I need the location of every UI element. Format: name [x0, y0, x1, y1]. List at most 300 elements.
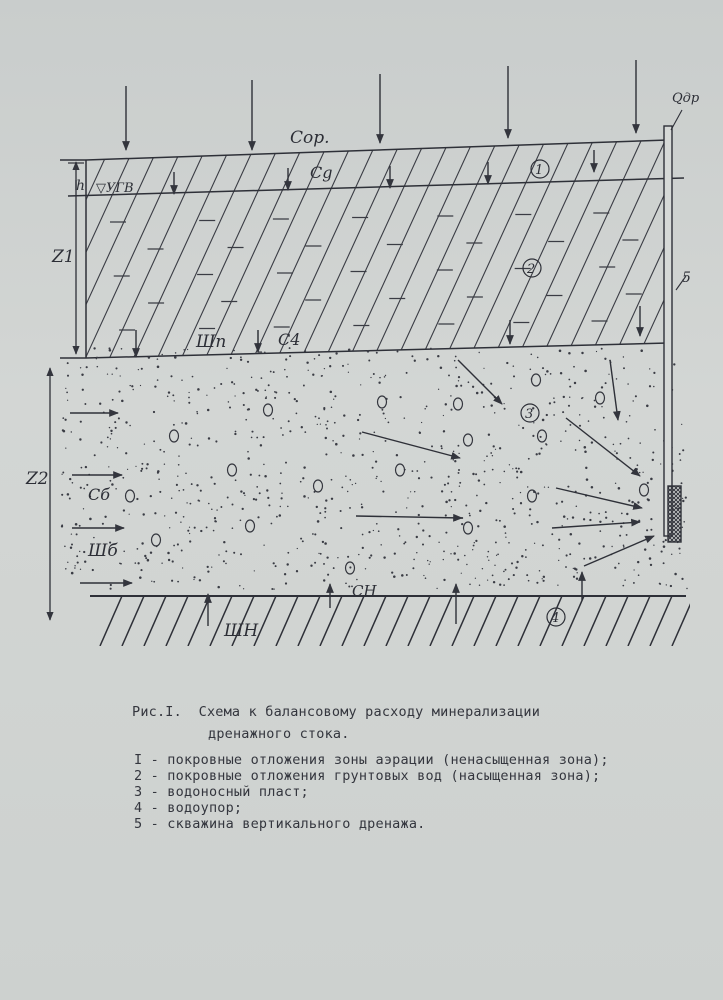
sand-dot: [123, 509, 125, 511]
sand-dot: [422, 529, 424, 531]
sand-dot: [495, 541, 497, 543]
sand-dot: [289, 355, 291, 357]
sand-dot: [450, 409, 452, 411]
sand-dot: [647, 499, 650, 502]
sand-dot: [516, 476, 518, 478]
sand-dot: [176, 484, 178, 486]
sand-dot: [257, 390, 259, 392]
sand-dot: [525, 549, 527, 551]
aquitard-hatch-line: [188, 596, 210, 646]
sand-dot: [214, 517, 216, 519]
sand-dot: [380, 544, 381, 545]
sand-dot: [215, 521, 217, 523]
sand-dot: [337, 557, 338, 558]
sand-dot: [193, 579, 194, 580]
aquitard-hatch-line: [672, 596, 694, 646]
sand-dot: [107, 446, 108, 447]
sand-dot: [459, 485, 460, 486]
sand-dot: [542, 367, 544, 369]
sand-dot: [173, 424, 175, 426]
sand-dot: [663, 562, 665, 564]
hatch-line: [560, 130, 670, 370]
sand-dot: [536, 521, 538, 523]
sand-dot: [76, 533, 78, 535]
sand-dot: [211, 566, 212, 567]
sand-dot: [358, 554, 359, 555]
sand-dot: [286, 563, 288, 565]
sand-dot: [135, 562, 137, 564]
aquitard-hatch-line: [386, 596, 408, 646]
sand-dot: [510, 388, 512, 390]
sand-dot: [207, 409, 210, 412]
sand-dot: [588, 420, 590, 422]
sand-dot: [584, 446, 587, 449]
sand-dot: [381, 409, 383, 411]
sand-dot: [623, 544, 625, 546]
sand-dot: [493, 581, 495, 583]
sand-dot: [494, 412, 495, 413]
sand-dot: [327, 574, 329, 576]
sand-dot: [665, 539, 667, 541]
sand-dot: [320, 424, 321, 425]
label-c-op: Cop.: [290, 128, 330, 148]
sand-dot: [230, 357, 232, 359]
sand-dot: [263, 436, 265, 438]
sand-dot: [200, 530, 202, 532]
label-c-4: C4: [278, 330, 301, 349]
sand-dot: [79, 525, 81, 527]
sand-dot: [225, 550, 227, 552]
sand-dot: [288, 392, 290, 394]
sand-dot: [652, 451, 654, 453]
sand-dot: [465, 504, 467, 506]
pebble: [464, 522, 473, 534]
sand-dot: [682, 498, 683, 499]
sand-dot: [680, 459, 682, 461]
sand-dot: [80, 421, 82, 423]
sand-dot: [74, 567, 76, 569]
sand-dot: [416, 470, 418, 472]
sand-dot: [69, 478, 71, 480]
sand-dot: [568, 352, 571, 355]
sand-dot: [608, 374, 609, 375]
sand-dot: [642, 472, 643, 473]
sand-dot: [109, 427, 110, 428]
aquitard-hatch-line: [298, 596, 320, 646]
sand-dot: [67, 562, 68, 563]
sand-dot: [373, 451, 374, 452]
sand-dot: [319, 512, 321, 514]
sand-dot: [110, 588, 112, 590]
sand-dot: [570, 533, 573, 536]
sand-dot: [490, 452, 492, 454]
label-z2: Z2: [26, 469, 49, 489]
sand-dot: [263, 464, 265, 466]
sand-dot: [150, 495, 152, 497]
sand-dot: [414, 491, 415, 492]
sand-dot: [419, 432, 421, 434]
soil-hatching: [0, 130, 723, 370]
sand-dot: [71, 572, 74, 575]
sand-dot: [274, 391, 276, 393]
sand-dot: [550, 373, 552, 375]
sand-dot: [359, 432, 361, 434]
sand-dot: [436, 588, 437, 589]
sand-dot: [81, 467, 83, 469]
sand-dot: [180, 521, 181, 522]
sand-dot: [515, 467, 517, 469]
sand-dot: [76, 555, 78, 557]
sand-dot: [639, 472, 640, 473]
sand-dot: [633, 582, 635, 584]
sand-dot: [279, 483, 281, 485]
hatch-line: [368, 130, 478, 370]
sand-dot: [539, 570, 541, 572]
sand-dot: [175, 352, 177, 354]
sand-dot: [472, 386, 474, 388]
sand-dot: [458, 380, 459, 381]
sand-dot: [240, 356, 242, 358]
aquitard-hatch-line: [342, 596, 364, 646]
sand-dot: [450, 553, 451, 554]
legend-item-2: 2 - покровные отложения грунтовых вод (насыщенная зона);: [134, 768, 601, 784]
sand-dot: [423, 575, 424, 576]
sand-dot: [644, 548, 646, 550]
sand-dot: [158, 479, 159, 480]
sand-dot: [469, 515, 471, 517]
sand-dot: [457, 559, 459, 561]
sand-dot: [536, 582, 538, 584]
sand-dot: [355, 483, 356, 484]
sand-dot: [569, 397, 570, 398]
sand-dot: [646, 529, 648, 531]
sand-dot: [164, 464, 165, 465]
sand-dot: [197, 413, 199, 415]
sand-dot: [329, 357, 331, 359]
sand-dot: [605, 511, 607, 513]
sand-dot: [308, 497, 309, 498]
sand-dot: [62, 472, 64, 474]
sand-dot: [129, 514, 130, 515]
sand-dot: [107, 373, 108, 374]
sand-dot: [468, 381, 470, 383]
pebble: [454, 398, 463, 410]
sand-dot: [62, 429, 64, 431]
sand-dot: [461, 573, 462, 574]
sand-dot: [137, 548, 139, 550]
sand-dot: [183, 489, 185, 491]
sand-dot: [341, 487, 343, 489]
sand-dot: [340, 527, 342, 529]
sand-dot: [563, 515, 566, 518]
sand-dot: [460, 385, 462, 387]
hatch-line: [344, 130, 454, 370]
sand-dot: [492, 455, 493, 456]
sand-dot: [367, 350, 370, 353]
sand-dot: [178, 490, 180, 492]
sand-dot: [544, 486, 545, 487]
sand-dot: [616, 452, 618, 454]
sand-dot: [591, 486, 594, 489]
sand-dot: [394, 552, 396, 554]
sand-dot: [159, 449, 161, 451]
sand-dot: [499, 584, 501, 586]
sand-dot: [621, 513, 623, 515]
sand-dot: [174, 400, 175, 401]
sand-dot: [485, 502, 487, 504]
sand-dot: [111, 433, 113, 435]
sand-dot: [619, 535, 621, 537]
sand-dot: [464, 555, 466, 557]
sand-dot: [679, 553, 680, 554]
sand-dot: [574, 382, 576, 384]
sand-dot: [243, 492, 245, 494]
sand-dot: [65, 568, 67, 570]
sand-dot: [352, 454, 355, 457]
sand-dot: [406, 507, 407, 508]
sand-dot: [629, 415, 631, 417]
sand-dot: [239, 585, 240, 586]
sand-dot: [526, 574, 528, 576]
sand-dot: [312, 533, 314, 535]
sand-dot: [559, 548, 560, 549]
sand-dot: [418, 523, 420, 525]
sand-dot: [426, 358, 428, 360]
sand-dot: [376, 352, 378, 354]
sand-dot: [576, 572, 577, 573]
sand-dot: [169, 527, 170, 528]
sand-dot: [326, 556, 328, 558]
sand-dot: [620, 525, 622, 527]
sand-dot: [637, 501, 639, 503]
sand-dot: [646, 405, 649, 408]
sand-dot: [545, 374, 546, 375]
legend-item-4: 4 - водоупор;: [134, 800, 243, 816]
sand-dot: [273, 588, 274, 589]
sand-dot: [247, 409, 249, 411]
sand-dot: [83, 508, 84, 509]
sand-dot: [370, 377, 371, 378]
caption-title-line2: дренажного стока.: [208, 726, 350, 742]
sand-dot: [271, 523, 273, 525]
sand-dot: [223, 541, 225, 543]
sand-dot: [397, 528, 399, 530]
sand-dot: [334, 395, 336, 397]
pebble: [228, 464, 237, 476]
sand-dot: [302, 477, 304, 479]
sand-dot: [191, 483, 193, 485]
sand-dot: [660, 463, 661, 464]
sand-dot: [345, 582, 347, 584]
sand-dot: [604, 358, 606, 360]
sand-dot: [96, 357, 98, 359]
sand-dot: [216, 509, 217, 510]
sand-dot: [186, 502, 187, 503]
sand-dot: [306, 361, 308, 363]
sand-dot: [538, 453, 540, 455]
sand-dot: [185, 473, 187, 475]
sand-dot: [129, 425, 131, 427]
sand-dot: [304, 350, 306, 352]
sand-dot: [256, 437, 258, 439]
sand-dot: [232, 504, 234, 506]
sand-dot: [188, 392, 189, 393]
sand-dot: [64, 546, 66, 548]
sand-dot: [324, 507, 326, 509]
sand-dot: [335, 352, 337, 354]
sand-dot: [638, 520, 640, 522]
sand-dot: [188, 397, 190, 399]
sand-dot: [331, 479, 333, 481]
sand-dot: [70, 546, 72, 548]
sand-dot: [264, 389, 266, 391]
sand-dot: [280, 506, 281, 507]
pebble: [378, 396, 387, 408]
sand-dot: [430, 477, 432, 479]
sand-dot: [373, 373, 375, 375]
sand-dot: [250, 474, 252, 476]
legend-item-1: I - покровные отложения зоны аэрации (ненасыщенная зона);: [134, 752, 609, 768]
sand-dot: [529, 514, 531, 516]
sand-dot: [333, 567, 335, 569]
sand-dot: [455, 385, 458, 388]
sand-dot: [472, 549, 473, 550]
sand-dot: [94, 454, 96, 456]
sand-dot: [413, 559, 415, 561]
sand-dot: [220, 506, 222, 508]
sand-dot: [543, 580, 545, 582]
sand-dot: [505, 537, 506, 538]
sand-dot: [115, 488, 117, 490]
sand-dot: [264, 475, 267, 478]
hatch-line: [704, 130, 723, 370]
sand-dot: [443, 431, 444, 432]
sand-dot: [575, 449, 577, 451]
sand-dot: [384, 376, 386, 378]
sand-dot: [503, 571, 505, 573]
sand-dot: [349, 507, 351, 509]
sand-dot: [129, 385, 130, 386]
sand-dot: [553, 401, 555, 403]
sand-dot: [320, 553, 322, 555]
sand-dot: [71, 543, 73, 545]
aquitard-hatch-line: [100, 596, 122, 646]
sand-dot: [584, 450, 587, 453]
hatch-line: [176, 130, 286, 370]
sand-dot: [148, 356, 150, 358]
sand-dot: [289, 430, 291, 432]
converging-flow-arrow: [458, 360, 502, 404]
sand-dot: [623, 546, 625, 548]
sand-dot: [325, 499, 327, 501]
sand-dot: [522, 427, 524, 429]
sand-dot: [115, 427, 117, 429]
sand-dot: [549, 402, 551, 404]
sand-dot: [520, 492, 521, 493]
sand-dot: [214, 387, 216, 389]
sand-dot: [253, 498, 255, 500]
sand-dot: [77, 562, 79, 564]
sand-dot: [84, 561, 86, 563]
sand-dot: [110, 480, 112, 482]
pebble: [538, 430, 547, 442]
sand-dot: [488, 551, 490, 553]
sand-dot: [323, 408, 325, 410]
sand-dot: [153, 440, 155, 442]
sand-dot: [284, 369, 286, 371]
sand-dot: [177, 543, 179, 545]
sand-dot: [628, 438, 630, 440]
sand-dot: [361, 504, 363, 506]
sand-dot: [393, 575, 396, 578]
sand-dot: [352, 484, 353, 485]
hatch-line: [248, 130, 358, 370]
sand-dot: [674, 573, 677, 576]
sand-dot: [486, 455, 488, 457]
sand-dot: [218, 554, 219, 555]
sand-dot: [359, 438, 360, 439]
sand-dot: [422, 543, 424, 545]
sand-dot: [682, 500, 684, 502]
sand-dot: [75, 523, 78, 526]
sand-dot: [74, 565, 75, 566]
sand-dot: [89, 518, 92, 521]
sand-dot: [455, 367, 457, 369]
sand-dot: [653, 372, 655, 374]
sand-dot: [144, 555, 146, 557]
sand-dot: [92, 569, 94, 571]
sand-dot: [80, 367, 81, 368]
sand-dot: [213, 530, 215, 532]
sand-dot: [65, 388, 66, 389]
sand-dot: [207, 566, 209, 568]
sand-dot: [141, 368, 143, 370]
sand-dot: [683, 521, 685, 523]
sand-dot: [138, 369, 139, 370]
sand-dot: [380, 481, 381, 482]
sand-dot: [624, 579, 626, 581]
sand-dot: [287, 506, 289, 508]
sand-dot: [181, 380, 182, 381]
sand-dot: [167, 396, 169, 398]
sand-dot: [443, 559, 444, 560]
sand-dot: [178, 464, 180, 466]
sand-dot: [499, 520, 501, 522]
sand-dot: [240, 359, 242, 361]
sand-dot: [451, 491, 453, 493]
sand-dot: [267, 497, 269, 499]
aquitard-hatch-line: [276, 596, 298, 646]
sand-dot: [560, 440, 561, 441]
sand-dot: [516, 561, 518, 563]
sand-dot: [662, 541, 664, 543]
sand-dot: [183, 349, 185, 351]
sand-dot: [505, 532, 507, 534]
sand-dot: [618, 563, 620, 565]
sand-dot: [71, 533, 72, 534]
sand-dot: [159, 491, 161, 493]
sand-dot: [172, 394, 174, 396]
sand-dot: [546, 370, 549, 373]
sand-dot: [286, 376, 288, 378]
sand-dot: [347, 491, 348, 492]
sand-dot: [147, 559, 150, 562]
sand-dot: [324, 517, 326, 519]
sand-dot: [266, 489, 268, 491]
pebble: [264, 404, 273, 416]
sand-dot: [80, 569, 81, 570]
converging-flow-arrow: [584, 536, 654, 566]
